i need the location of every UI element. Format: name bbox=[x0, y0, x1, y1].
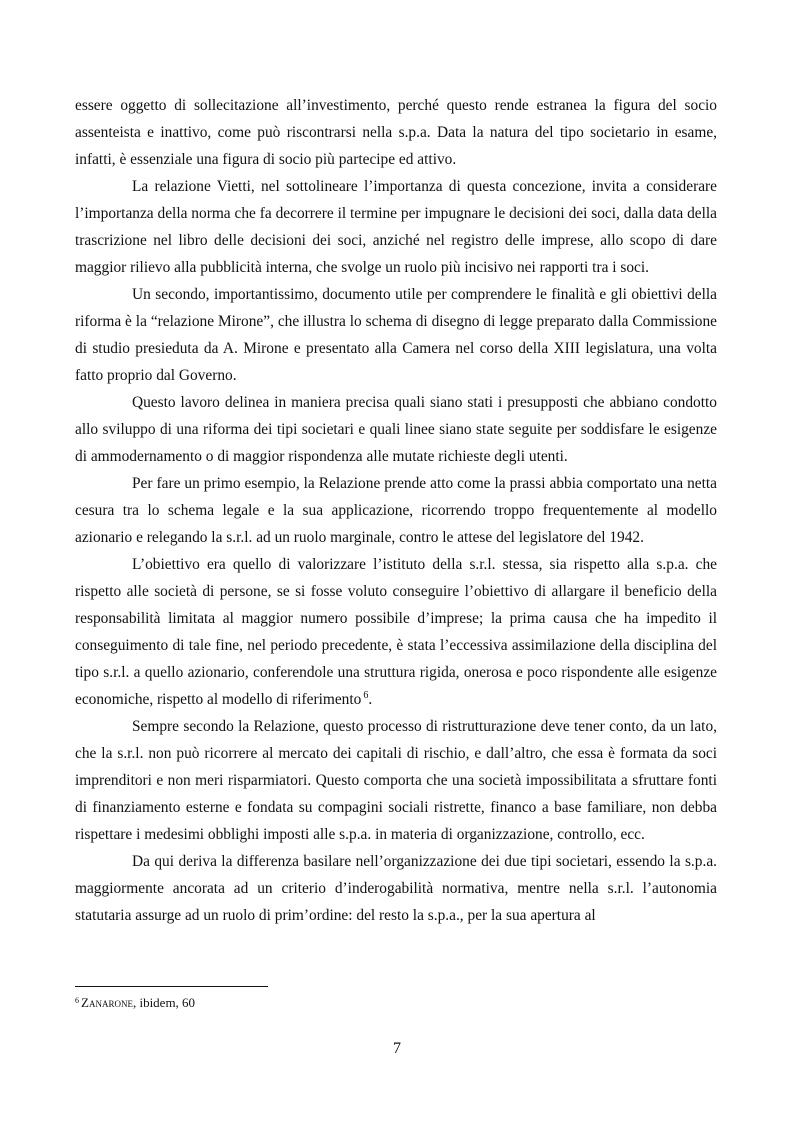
paragraph-7: Sempre secondo la Relazione, questo processo di ristrutturazione deve tener conto, da un lato, che la s.r.l. non può ricorrere al mercato dei capitali di rischio, e dall’altro, che essa è formata da soci imprenditori e non meri risparmiatori. Questo comporta che una società impossibilitata a sfruttare fonti di finanziamento esterne e fondata su compagini sociali ristrette, financo a base familiare, non debba rispettare i medesimi obblighi imposti alle s.p.a. in materia di organizzazione, controllo, ecc. bbox=[75, 718, 717, 843]
paragraph-5: Per fare un primo esempio, la Relazione prende atto come la prassi abbia comportato una netta cesura tra lo schema legale e la sua applicazione, ricorrendo troppo frequentemente al modello azionario e relegando la s.r.l. ad un ruolo marginale, contro le attese del legislatore del 1942. bbox=[75, 475, 717, 546]
paragraph-2: La relazione Vietti, nel sottolineare l’importanza di questa concezione, invita a considerare l’importanza della norma che fa decorrere il termine per impugnare le decisioni dei soci, dalla data della trascrizione nel libro delle decisioni dei soci, anziché nel registro delle imprese, allo scopo di dare maggior rilievo alla pubblicità interna, che svolge un ruolo più incisivo nei rapporti tra i soci. bbox=[75, 178, 717, 276]
paragraph-1: essere oggetto di sollecitazione all’investimento, perché questo rende estranea la figura del socio assenteista e inattivo, come può riscontrarsi nella s.p.a. Data la natura del tipo societario in esame, infatti, è essenziale una figura di socio più partecipe ed attivo. bbox=[75, 97, 717, 168]
body-text bbox=[75, 92, 717, 929]
footnote-reference[interactable]: 6 bbox=[363, 690, 369, 701]
footnote-number: 6 bbox=[75, 996, 79, 1005]
footnote-separator bbox=[75, 986, 268, 987]
paragraph-6 bbox=[75, 551, 717, 713]
footnote-text: , ibidem, 60 bbox=[132, 995, 196, 1010]
footnote-reference-period: . bbox=[368, 691, 373, 708]
page-number: 7 bbox=[393, 1040, 401, 1057]
paragraph-3: Un secondo, importantissimo, documento utile per comprendere le finalità e gli obiettivi della riforma è la “relazione Mirone”, che illustra lo schema di disegno di legge preparato dalla Commissione di studio presieduta da A. Mirone e presentato alla Camera nel corso della XIII legislatura, una volta fatto proprio dal Governo. bbox=[75, 286, 717, 384]
paragraph-6-text: L’obiettivo era quello di valorizzare l’istituto della s.r.l. stessa, sia rispetto alla s.p.a. che rispetto alle società di persone, se si fosse voluto conseguire l’obiettivo di allargare il beneficio della responsabilità limitata al maggior numero possibile d’imprese; la prima causa che ha impedito il conseguimento di tale fine, nel periodo precedente, è stata l’eccessiva assimilazione della disciplina del tipo s.r.l. a quello azionario, conferendole una struttura rigida, onerosa e poco rispondente alle esigenze economiche, rispetto al modello di riferimento bbox=[75, 556, 717, 708]
paragraph-8: Da qui deriva la differenza basilare nell’organizzazione dei due tipi societari, essendo la s.p.a. maggiormente ancorata ad un criterio d’inderogabilità normativa, mentre nella s.r.l. l’autonomia statutaria assurge ad un ruolo di prim’ordine: del resto la s.p.a., per la sua apertura al bbox=[75, 853, 717, 924]
footnote-author: Zanarone bbox=[81, 995, 133, 1010]
footnote bbox=[75, 995, 195, 1011]
paragraph-4: Questo lavoro delinea in maniera precisa quali siano stati i presupposti che abbiano condotto allo sviluppo di una riforma dei tipi societari e quali linee siano state seguite per soddisfare le esigenze di ammodernamento o di maggior rispondenza alle mutate richieste degli utenti. bbox=[75, 394, 717, 465]
